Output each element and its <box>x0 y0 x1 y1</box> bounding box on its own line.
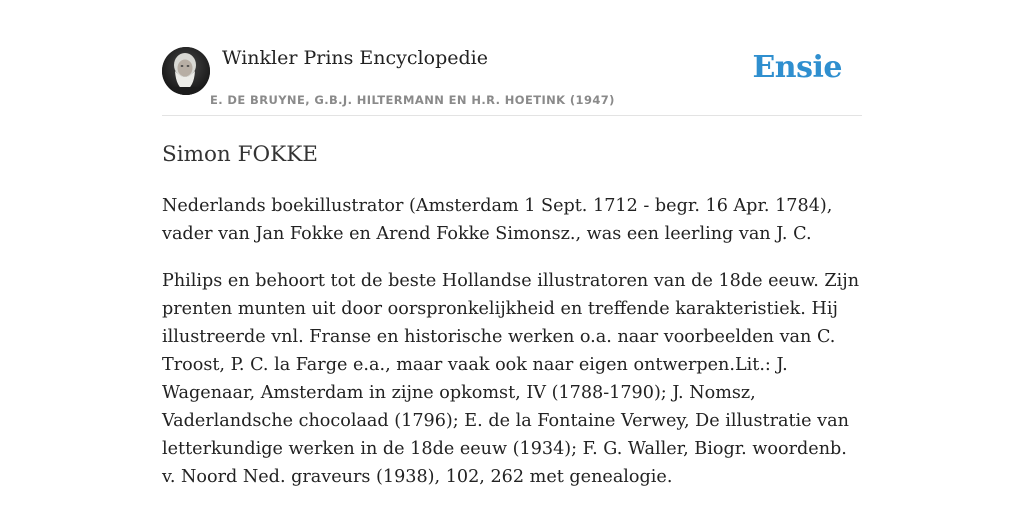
article-paragraph: Philips en behoort tot de beste Hollandse illustratoren van de 18de eeuw. Zijn prenten munten uit door oorspronkelijkheid en treffende karakteristiek. Hij illustreerde vnl. Franse en historische werken o.a. naar voorbeelden van C. Troost, P. C. la Farge e.a., maar vaak ook naar eigen ontwerpen.Lit.: J. Wagenaar, Amsterdam in zijne opkomst, IV (1788-1790); J. Nomsz, Vaderlandsche chocolaad (1796); E. de la Fontaine Verwey, De illustratie van letterkundige werken in de 18de eeuw (1934); F. G. Waller, Biogr. woordenb. v. Noord Ned. graveurs (1938), 102, 262 met genealogie. <box>162 271 860 487</box>
portrait-avatar-icon <box>162 47 210 95</box>
site-title[interactable]: Winkler Prins Encyclopedie <box>222 47 488 69</box>
site-header <box>162 46 862 116</box>
encyclopedia-authors: E. DE BRUYNE, G.B.J. HILTERMANN EN H.R. HOETINK (1947) <box>210 93 615 107</box>
author-avatar[interactable] <box>162 47 210 95</box>
brand-logo[interactable]: Ensie <box>752 50 842 85</box>
article-title: Simon FOKKE <box>162 142 318 167</box>
article-paragraph: Nederlands boekillustrator (Amsterdam 1 Sept. 1712 - begr. 16 Apr. 1784), vader van Jan Fokke en Arend Fokke Simonsz., was een leerling van J. C. <box>162 196 833 244</box>
header-divider <box>162 115 862 116</box>
page <box>162 0 862 512</box>
